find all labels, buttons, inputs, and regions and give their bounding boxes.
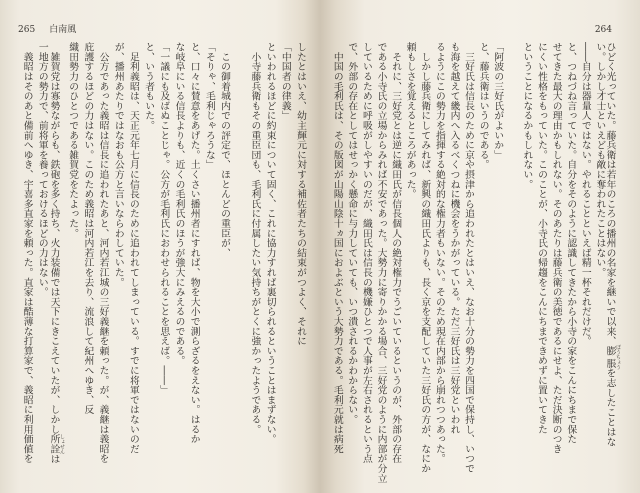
paragraph — [344, 42, 402, 488]
text-line: 頼もしさを覚えるところがあった。 — [404, 42, 416, 199]
paragraph — [592, 42, 621, 488]
paragraph — [490, 42, 505, 488]
paragraph — [65, 42, 111, 488]
paragraph — [35, 42, 65, 488]
right-page-text — [329, 42, 621, 488]
paragraph — [278, 42, 293, 488]
text-line: 「中国者の律義」 — [279, 42, 291, 121]
text-line: と、いう者もいた。 — [143, 42, 155, 131]
text-line: ということになるかもしれない。 — [521, 42, 533, 189]
text-segment: を志したことはな — [604, 368, 616, 447]
text-line: 「そりゃ、毛利じゃろうな」 — [203, 42, 215, 170]
paragraph — [141, 42, 156, 488]
text-line: 一地方の勢力で、前将軍を養っておけるほどの力はない。 — [36, 42, 48, 297]
page-header-left — [18, 25, 76, 35]
text-line: にくい性格をもっていた。このことが、小寺氏の帰趨をこんにちまできめずに置いてきた — [536, 42, 548, 434]
text-line: が、播州あたりではなおも公方と言いならわしていた。 — [112, 42, 124, 287]
paragraph — [577, 42, 592, 488]
paragraph — [262, 42, 277, 488]
paragraph — [519, 42, 577, 488]
text-line — [50, 42, 65, 488]
page-header-right — [595, 25, 612, 35]
paragraph — [217, 42, 232, 488]
text-line: ――自分は器量人ではない。やれることといえば精一杯それだけだ。 — [579, 42, 591, 346]
paragraph — [19, 42, 34, 488]
ruby-reading: ぼうちょう — [615, 344, 621, 370]
text-line — [606, 42, 621, 488]
text-line: したとはいえ、幼主輝元に対する補佐者たちの結束がつよく、それに — [295, 42, 306, 346]
text-line: 三好氏は信長のために京や摂津から追われたとはいえ、なお十分の勢力を四国で保持し、いつで — [463, 42, 475, 474]
text-line: 公方であった義昭は信長に追われたあと、河内若江城の三好義継を頼った。が、義継は義昭を — [97, 42, 109, 464]
text-segment: は — [48, 453, 60, 464]
text-line: と、口々に賛意をあげた。土くさい播州者にすれば、物を大小で測らざるをえない。はるか — [188, 42, 200, 444]
page-number-right: 264 — [594, 25, 612, 35]
text-line: 中国の毛利氏は、その版図が山陽山陰十ヵ国におよぶという大勢力である。毛利元就は病死 — [331, 42, 343, 454]
running-title: 白南風 — [49, 25, 77, 35]
text-line: しかし藤兵衛にしてみれば、新興の織田氏よりも、長く京を支配していた三好氏の方が、なにか — [419, 42, 431, 474]
text-segment: ひどく光っていた。藤兵衛は若年のころの播州の名家を継いで以来、 — [604, 42, 616, 346]
ruby-word — [604, 344, 621, 370]
ruby-reading: しょせん — [59, 433, 65, 454]
text-line: しているために呼吸がしやすいのだが、織田氏は信長の機嫌ひとつで人事が左右されるという点 — [360, 42, 372, 464]
text-line: るようにこの勢力を指揮する絶対的な権力者もいない。そのため現在内部から崩れつつあった。 — [433, 42, 445, 464]
text-line: 義昭はそのあと備前へゆき、宇喜多直家を頼った。直家は酷薄な打算家で、義昭に利用価値を — [21, 42, 33, 464]
paragraph — [431, 42, 475, 488]
page-264 — [320, 0, 640, 493]
paragraph — [247, 42, 262, 488]
paragraph — [111, 42, 141, 488]
paragraph — [402, 42, 431, 488]
paragraph — [329, 42, 344, 488]
ruby-base: 所詮 — [48, 433, 60, 454]
text-line: と、つねづね言っていた。自分をそのように認識してきたから小寺の家をこんにちまで保た — [565, 42, 577, 444]
text-segment: 雑賀党は寡勢ながらも、鉄砲を多く持ち、火力装備では天下にきこえていたが、しかし — [48, 42, 60, 434]
paragraph — [171, 42, 201, 488]
text-line: この御着城内での評定で、ほとんどの重臣が、 — [219, 42, 231, 258]
text-line: 「阿波の三好氏がよいか」 — [492, 42, 504, 160]
text-line: せてきた最大の理由かもしれない。そのあたりは藤兵衛の美徳であるにせよ、ただ決断のつき — [550, 42, 562, 454]
text-line: も海を越えて畿内へ入るべくつねに機会をうかがっている。ただ三好氏は三好党といわれ — [448, 42, 460, 434]
left-page-text — [19, 42, 308, 488]
text-line: 小寺藤兵衛もその重臣団も、毛利氏に付属したい気持ちがとくに強かったようである。 — [249, 42, 261, 434]
text-line: といわれるほどに約束について固く、これに協力すれば裏切られるということはまずない。 — [264, 42, 276, 444]
ruby-word — [48, 433, 65, 454]
text-line: である小寺氏の立場からみれば不安であった。大勢力に寄りかかる場合、三好党のように内部が分立 — [375, 42, 387, 483]
text-line: 織田勢力のひとつである雑賀党をたよった。 — [67, 42, 79, 238]
paragraph — [202, 42, 217, 488]
text-line: な岐阜にいる信長よりも、近くの毛利氏のほうが強大にみえるのである。 — [173, 42, 185, 366]
text-line: で、外部の存在としてはせっかく懸命に与力していても、いつ潰されるかわからない。 — [346, 42, 358, 425]
paragraph — [156, 42, 171, 488]
text-line: と、藤兵衛はいうのである。 — [477, 42, 489, 170]
text-line: い。しかし才士といえども敵に奪われたことはない。 — [594, 42, 606, 278]
text-line: 「一議にも及ばぬことじゃ。公方が毛利氏におわせられることを思えば。――」 — [158, 42, 170, 395]
ruby-base: 膨脹 — [604, 344, 616, 370]
paragraph — [293, 42, 308, 488]
text-line: 庇護するほどの力はない。このため義昭は河内若江を去り、流浪して紀州へゆき、反 — [82, 42, 94, 415]
text-line: 足利義昭は、天正元年七月に信長のために追われてしまっている。すでに将軍ではないのだ — [127, 42, 139, 454]
paragraph — [475, 42, 490, 488]
text-line: それに、三好党とは逆に織田氏が信長個人の絶対権力でうごいているというのが、外部の存在 — [390, 42, 402, 464]
page-number-left: 265 — [18, 25, 36, 35]
